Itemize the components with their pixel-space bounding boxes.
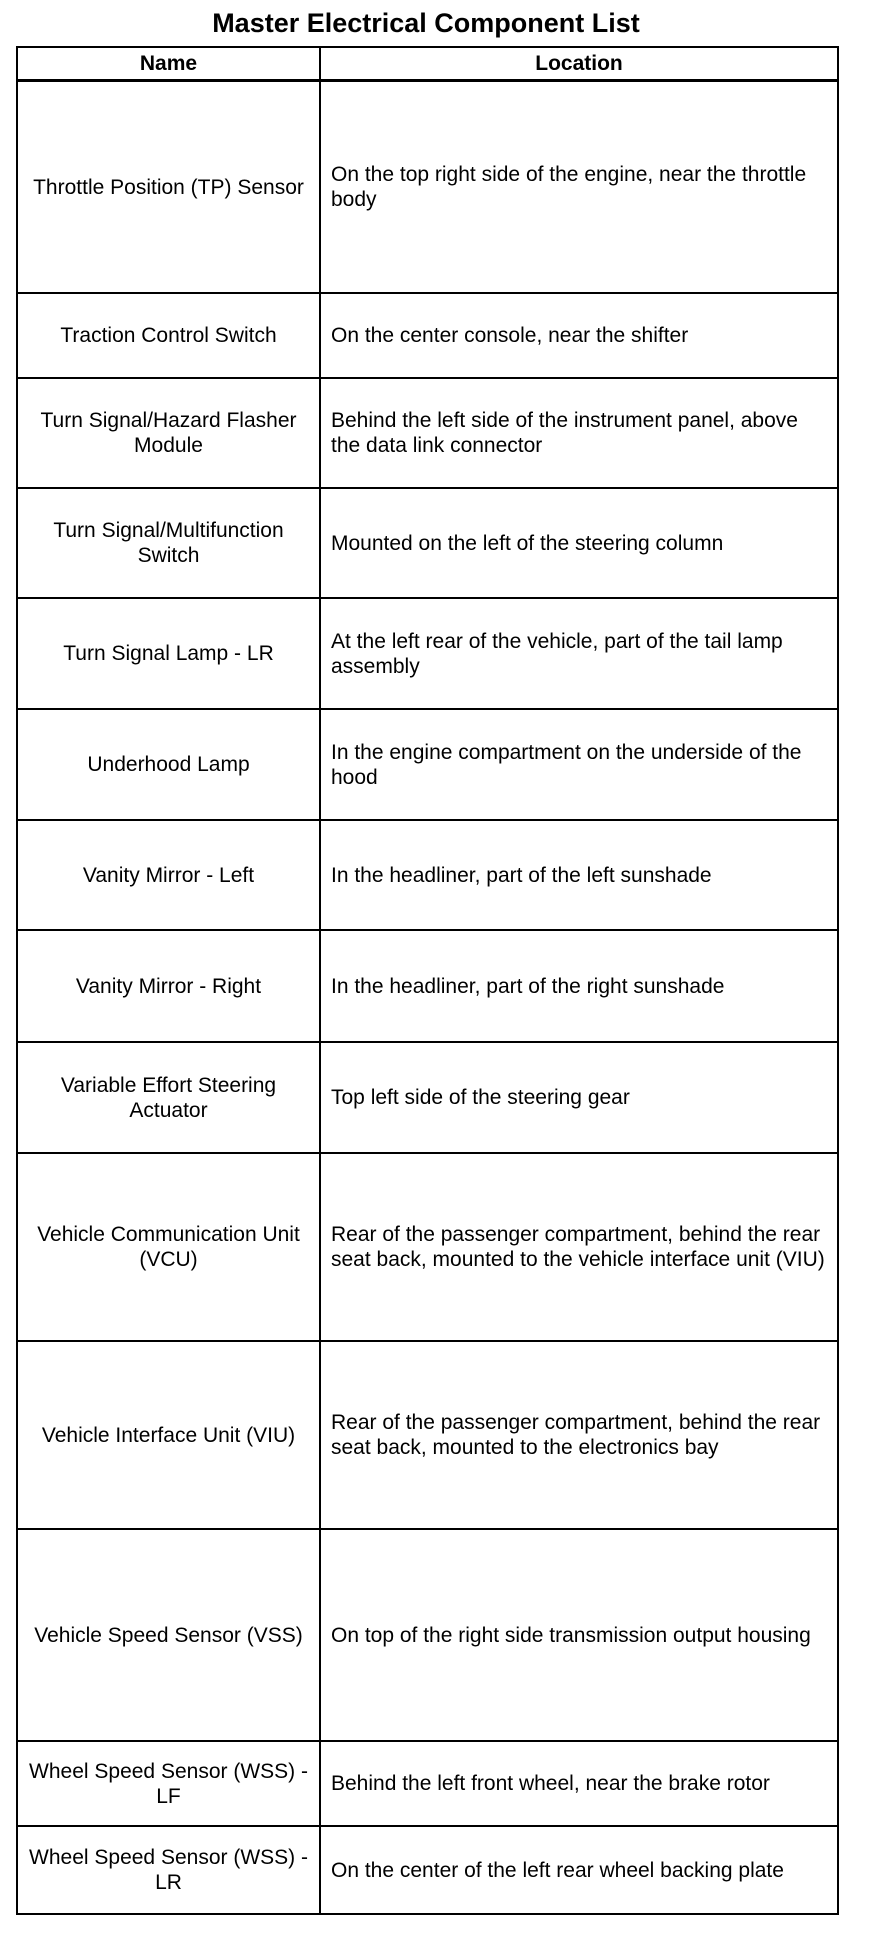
component-location: In the headliner, part of the right sunshade (320, 930, 838, 1042)
component-name: Traction Control Switch (17, 293, 320, 378)
component-location: On top of the right side transmission output housing (320, 1529, 838, 1741)
table-row (17, 1341, 838, 1529)
component-location: Top left side of the steering gear (320, 1042, 838, 1153)
component-name: Vehicle Communication Unit (VCU) (17, 1153, 320, 1341)
page-title: Master Electrical Component List (212, 8, 640, 38)
location-column-header: Location (320, 47, 838, 81)
component-location: On the center console, near the shifter (320, 293, 838, 378)
component-name: Underhood Lamp (17, 709, 320, 820)
component-location: Rear of the passenger compartment, behind the rear seat back, mounted to the vehicle interface unit (VIU) (320, 1153, 838, 1341)
component-name: Turn Signal Lamp - LR (17, 598, 320, 709)
table-row (17, 820, 838, 930)
table-row (17, 1042, 838, 1153)
table-header-row (17, 47, 838, 81)
table-row (17, 709, 838, 820)
table-row (17, 378, 838, 488)
component-location: In the headliner, part of the left sunshade (320, 820, 838, 930)
table-row (17, 1153, 838, 1341)
component-name: Variable Effort Steering Actuator (17, 1042, 320, 1153)
table-row (17, 1826, 838, 1914)
component-table (16, 46, 839, 1915)
component-name: Wheel Speed Sensor (WSS) - LR (17, 1826, 320, 1914)
component-name: Wheel Speed Sensor (WSS) - LF (17, 1741, 320, 1826)
component-location: In the engine compartment on the underside of the hood (320, 709, 838, 820)
component-name: Vehicle Interface Unit (VIU) (17, 1341, 320, 1529)
component-location: At the left rear of the vehicle, part of the tail lamp assembly (320, 598, 838, 709)
component-name: Turn Signal/Hazard Flasher Module (17, 378, 320, 488)
table-row (17, 598, 838, 709)
table-row (17, 1529, 838, 1741)
component-location: On the center of the left rear wheel backing plate (320, 1826, 838, 1914)
component-location: Rear of the passenger compartment, behind the rear seat back, mounted to the electronics bay (320, 1341, 838, 1529)
name-column-header: Name (17, 47, 320, 81)
component-location: On the top right side of the engine, near the throttle body (320, 81, 838, 294)
component-name: Turn Signal/Multifunction Switch (17, 488, 320, 598)
table-row (17, 488, 838, 598)
component-location: Behind the left front wheel, near the brake rotor (320, 1741, 838, 1826)
component-name: Vanity Mirror - Right (17, 930, 320, 1042)
component-name: Vehicle Speed Sensor (VSS) (17, 1529, 320, 1741)
table-row (17, 930, 838, 1042)
table-row (17, 1741, 838, 1826)
table-row (17, 81, 838, 294)
table-row (17, 293, 838, 378)
component-location: Mounted on the left of the steering column (320, 488, 838, 598)
component-location: Behind the left side of the instrument panel, above the data link connector (320, 378, 838, 488)
component-name: Throttle Position (TP) Sensor (17, 81, 320, 294)
component-name: Vanity Mirror - Left (17, 820, 320, 930)
